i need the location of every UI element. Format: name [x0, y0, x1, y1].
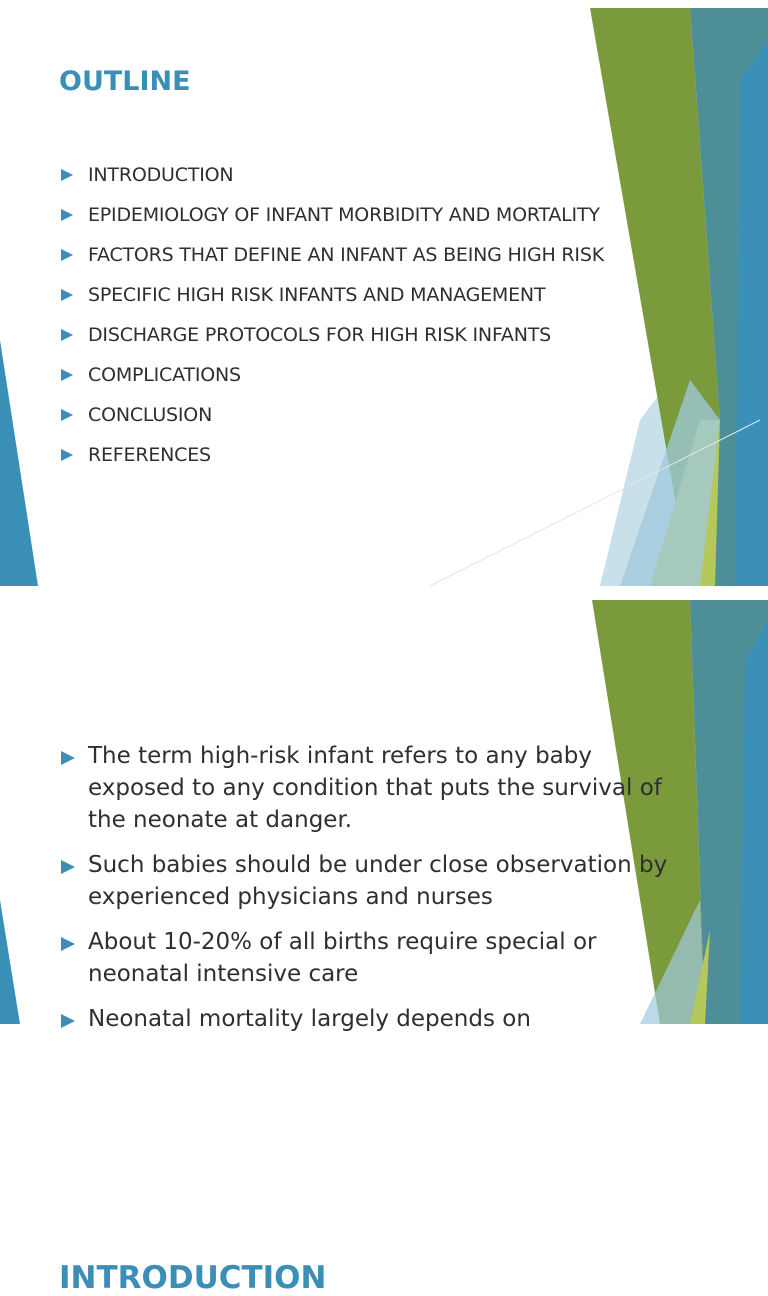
- bullet-arrow-icon: [61, 409, 73, 421]
- list-item-text: The term high-risk infant refers to any baby exposed to any condition that puts the survival of the neonate at danger.: [88, 743, 662, 833]
- slide-title: OUTLINE: [59, 66, 191, 97]
- list-item-text: DISCHARGE PROTOCOLS FOR HIGH RISK INFANTS: [88, 324, 552, 346]
- list-item: [88, 926, 678, 990]
- bullet-arrow-icon: [61, 860, 75, 874]
- bullet-arrow-icon: [61, 369, 73, 381]
- slide-outline: [0, 0, 768, 586]
- list-item-text: EPIDEMIOLOGY OF INFANT MORBIDITY AND MORTALITY: [88, 204, 600, 226]
- list-item-text: About 10-20% of all births require special or neonatal intensive care: [88, 929, 597, 987]
- introduction-list: [88, 740, 678, 1048]
- list-item-text: SPECIFIC HIGH RISK INFANTS AND MANAGEMENT: [88, 284, 546, 306]
- list-item: [88, 320, 628, 350]
- list-item: [88, 160, 628, 190]
- left-accent-shape: [0, 900, 20, 1024]
- bullet-arrow-icon: [61, 289, 73, 301]
- list-item: [88, 240, 628, 270]
- list-item-text: CONCLUSION: [88, 404, 213, 426]
- list-item-text: FACTORS THAT DEFINE AN INFANT AS BEING HIGH RISK: [88, 244, 604, 266]
- bullet-arrow-icon: [61, 209, 73, 221]
- list-item: [88, 400, 628, 430]
- outline-list: [88, 160, 628, 480]
- list-item: [88, 740, 678, 836]
- list-item: [88, 440, 628, 470]
- list-item-text: INTRODUCTION: [88, 164, 234, 186]
- list-item-text: COMPLICATIONS: [88, 364, 241, 386]
- slide-title: INTRODUCTION: [59, 1260, 327, 1296]
- bullet-arrow-icon: [61, 937, 75, 951]
- list-item: [88, 360, 628, 390]
- left-accent-shape: [0, 340, 38, 586]
- bullet-arrow-icon: [61, 169, 73, 181]
- list-item-text: REFERENCES: [88, 444, 211, 466]
- bullet-arrow-icon: [61, 249, 73, 261]
- bullet-arrow-icon: [61, 449, 73, 461]
- list-item: [88, 1003, 678, 1035]
- bullet-arrow-icon: [61, 1014, 75, 1028]
- list-item-text: Such babies should be under close observation by experienced physicians and nurses: [88, 852, 668, 910]
- list-item: [88, 280, 628, 310]
- bullet-arrow-icon: [61, 751, 75, 765]
- list-item: [88, 849, 678, 913]
- list-item-text: Neonatal mortality largely depends on: [88, 1006, 531, 1032]
- right-blue-facet: [735, 40, 768, 586]
- list-item: [88, 200, 628, 230]
- bullet-arrow-icon: [61, 329, 73, 341]
